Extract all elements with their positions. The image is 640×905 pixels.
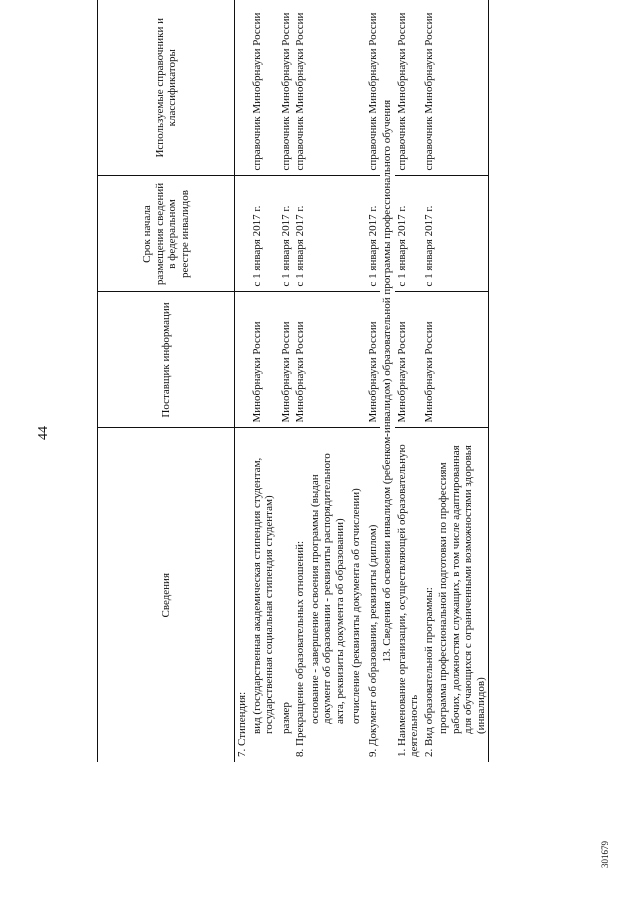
table-row: [250, 0, 277, 762]
cell-date: с 1 января 2017 г.: [293, 176, 308, 292]
cell-provider: Минобрнауки России: [293, 292, 308, 428]
cell-date: с 1 января 2017 г.: [277, 176, 294, 292]
cell-info: 9. Документ об образовании, реквизиты (диплом): [366, 524, 379, 757]
cell-ref: [235, 0, 250, 176]
table-row: [422, 0, 437, 762]
cell-info: основание - завершение освоения программы (выдан документ об образовании - реквизиты распорядительного акта, реквизиты документа об образовании): [308, 453, 346, 724]
cell-ref: [347, 0, 364, 176]
cell-date: [436, 176, 489, 292]
table-header-row: [98, 0, 235, 762]
document-id: 301679: [600, 841, 610, 868]
table-row: [364, 0, 381, 762]
cell-info: программа профессиональной подготовки по профессиям рабочих, должностям служащих, в том числе адаптированная для обучающихся с ограниченными возможностями здоровья (инвалидов): [436, 428, 489, 762]
cell-ref: справочник Минобрнауки России: [293, 0, 308, 176]
cell-info: отчисление (реквизиты документа об отчислении): [350, 488, 362, 724]
section-heading: 13. Сведения об освоении инвалидом (ребенком-инвалидом) образовательной программы профессионального обучения: [381, 99, 393, 663]
cell-date: [308, 176, 348, 292]
cell-provider: Минобрнауки России: [422, 292, 437, 428]
table-row: [308, 0, 348, 762]
cell-info: 1. Наименование организации, осуществляющей образовательную деятельность: [395, 444, 420, 757]
cell-date: с 1 января 2017 г.: [250, 176, 277, 292]
cell-provider: [347, 292, 364, 428]
cell-provider: Минобрнауки России: [395, 292, 422, 428]
page-number: 44: [36, 426, 51, 440]
cell-provider: Минобрнауки России: [250, 292, 277, 428]
cell-provider: [436, 292, 489, 428]
cell-ref: справочник Минобрнауки России: [422, 0, 437, 176]
cell-info: вид (государственная академическая стипендия студентам, государственная социальная стипендия студентам): [250, 457, 275, 734]
cell-provider: Минобрнауки России: [277, 292, 294, 428]
cell-date: с 1 января 2017 г.: [395, 176, 422, 292]
table-row: [293, 0, 308, 762]
cell-provider: Минобрнауки России: [364, 292, 381, 428]
cell-ref: справочник Минобрнауки России: [250, 0, 277, 176]
table-row: [347, 0, 364, 762]
cell-date: [235, 176, 250, 292]
cell-ref: справочник Минобрнауки России: [277, 0, 294, 176]
cell-info: 8. Прекращение образовательных отношений:: [294, 540, 306, 757]
cell-ref: справочник Минобрнауки России: [395, 0, 422, 176]
cell-date: [347, 176, 364, 292]
cell-provider: [235, 292, 250, 428]
cell-info: 2. Вид образовательной программы:: [422, 587, 435, 757]
registry-table: [97, 0, 489, 762]
cell-provider: [308, 292, 348, 428]
table-row: [395, 0, 422, 762]
cell-ref: [308, 0, 348, 176]
cell-date: с 1 января 2017 г.: [422, 176, 437, 292]
cell-ref: [436, 0, 489, 176]
table-row: [235, 0, 250, 762]
table-row: [436, 0, 489, 762]
table-row: [277, 0, 294, 762]
header-provider: Поставщик информации: [98, 292, 235, 428]
cell-info: размер: [279, 702, 292, 734]
cell-ref: справочник Минобрнауки России: [364, 0, 381, 176]
header-info: Сведения: [98, 428, 235, 762]
cell-date: с 1 января 2017 г.: [364, 176, 381, 292]
cell-info: 7. Стипендия:: [236, 691, 248, 757]
header-references: Используемые справочники и классификаторы: [98, 0, 235, 176]
section-heading-row: [380, 0, 395, 762]
rotated-page: [97, 0, 617, 762]
header-start-date: Срок начала размещения сведений в федеральном реестре инвалидов: [98, 176, 235, 292]
